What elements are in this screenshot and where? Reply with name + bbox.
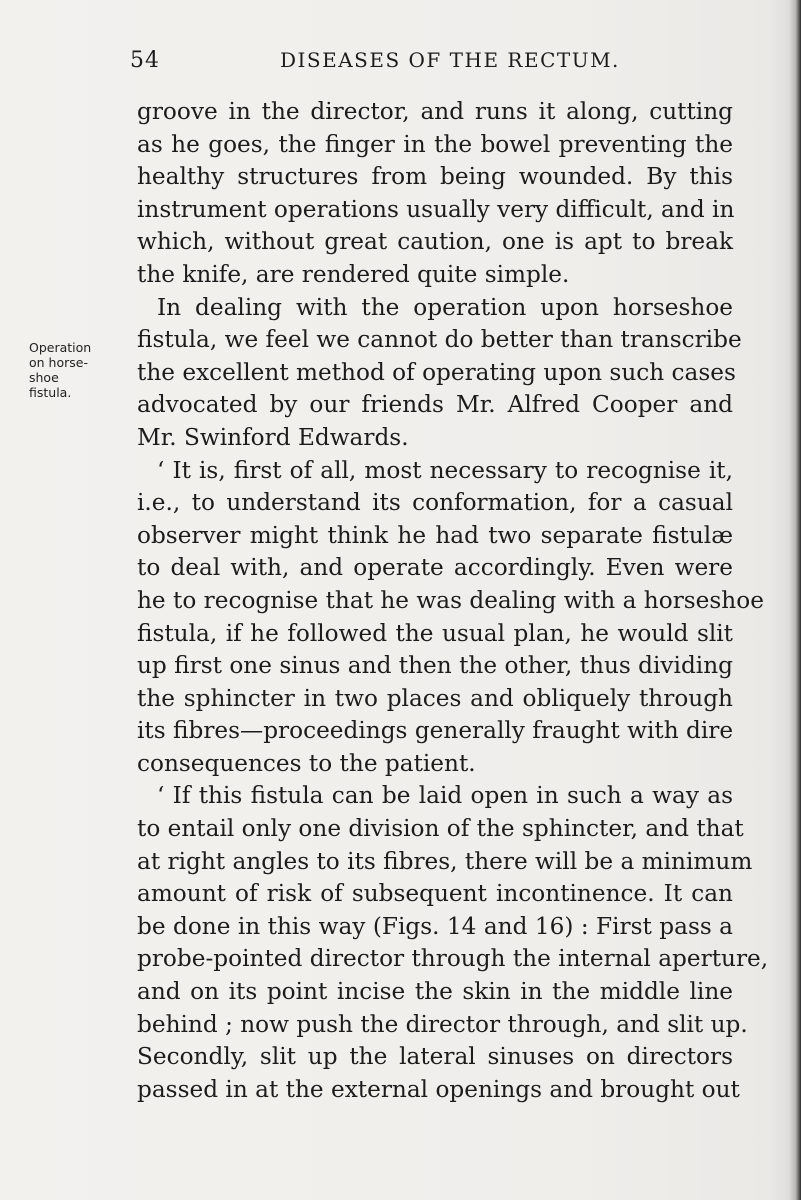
page-number: 54 bbox=[130, 48, 160, 73]
text-line: observer might think he had two separate fistulæ bbox=[137, 521, 733, 549]
text-line: and on its point incise the skin in the middle line bbox=[137, 978, 733, 1006]
text-line: he to recognise that he was dealing with a horseshoe bbox=[137, 586, 764, 614]
text-line: at right angles to its fibres, there will be a minimum bbox=[137, 847, 753, 875]
text-line: the sphincter in two places and obliquely through bbox=[137, 684, 733, 712]
text-line: its fibres—proceedings generally fraught with dire bbox=[137, 717, 734, 745]
page-edge-shadow bbox=[789, 0, 801, 1200]
text-line: to deal with, and operate accordingly. Even were bbox=[137, 554, 733, 582]
text-line: groove in the director, and runs it along, cutting bbox=[137, 98, 733, 125]
text-line: probe-pointed director through the internal aperture, bbox=[137, 945, 769, 973]
text-line: up first one sinus and then the other, thus dividing bbox=[137, 652, 733, 680]
text-line: Mr. Swinford Edwards. bbox=[137, 423, 409, 451]
margin-note-line: fistula. bbox=[29, 385, 72, 400]
page-title: DISEASES OF THE RECTUM. bbox=[280, 48, 620, 72]
body-text bbox=[137, 96, 769, 1106]
text-line: behind ; now push the director through, and slit up. bbox=[137, 1010, 748, 1038]
text-line: the knife, are rendered quite simple. bbox=[137, 260, 570, 288]
text-line: instrument operations usually very difficult, and in bbox=[137, 195, 735, 223]
text-line: i.e., to understand its conformation, for a casual bbox=[137, 489, 733, 517]
margin-note-line: Operation bbox=[29, 340, 92, 355]
text-line: In dealing with the operation upon horseshoe bbox=[157, 293, 733, 321]
text-line: Secondly, slit up the lateral sinuses on directors bbox=[137, 1043, 733, 1071]
text-line: fistula, we feel we cannot do better than transcribe bbox=[137, 326, 742, 354]
text-line: to entail only one division of the sphincter, and that bbox=[137, 815, 744, 843]
text-line: be done in this way (Figs. 14 and 16) : First pass a bbox=[137, 912, 733, 940]
text-line: passed in at the external openings and brought out bbox=[137, 1075, 740, 1103]
text-line: healthy structures from being wounded. By this bbox=[137, 163, 733, 191]
text-line: which, without great caution, one is apt to break bbox=[137, 228, 733, 256]
text-line: the excellent method of operating upon such cases bbox=[137, 358, 736, 386]
text-line: ‘ If this fistula can be laid open in such a way as bbox=[157, 782, 733, 810]
margin-note-line: shoe bbox=[29, 370, 59, 385]
text-line: fistula, if he followed the usual plan, he would slit bbox=[137, 619, 733, 647]
margin-note-line: on horse- bbox=[29, 355, 88, 370]
running-head bbox=[130, 48, 730, 78]
text-line: ‘ It is, first of all, most necessary to recognise it, bbox=[157, 456, 733, 484]
text-line: consequences to the patient. bbox=[137, 749, 476, 777]
text-line: amount of risk of subsequent incontinence. It can bbox=[137, 880, 733, 908]
margin-note bbox=[29, 340, 129, 400]
text-line: advocated by our friends Mr. Alfred Cooper and bbox=[137, 391, 733, 419]
text-line: as he goes, the finger in the bowel preventing the bbox=[137, 130, 733, 158]
